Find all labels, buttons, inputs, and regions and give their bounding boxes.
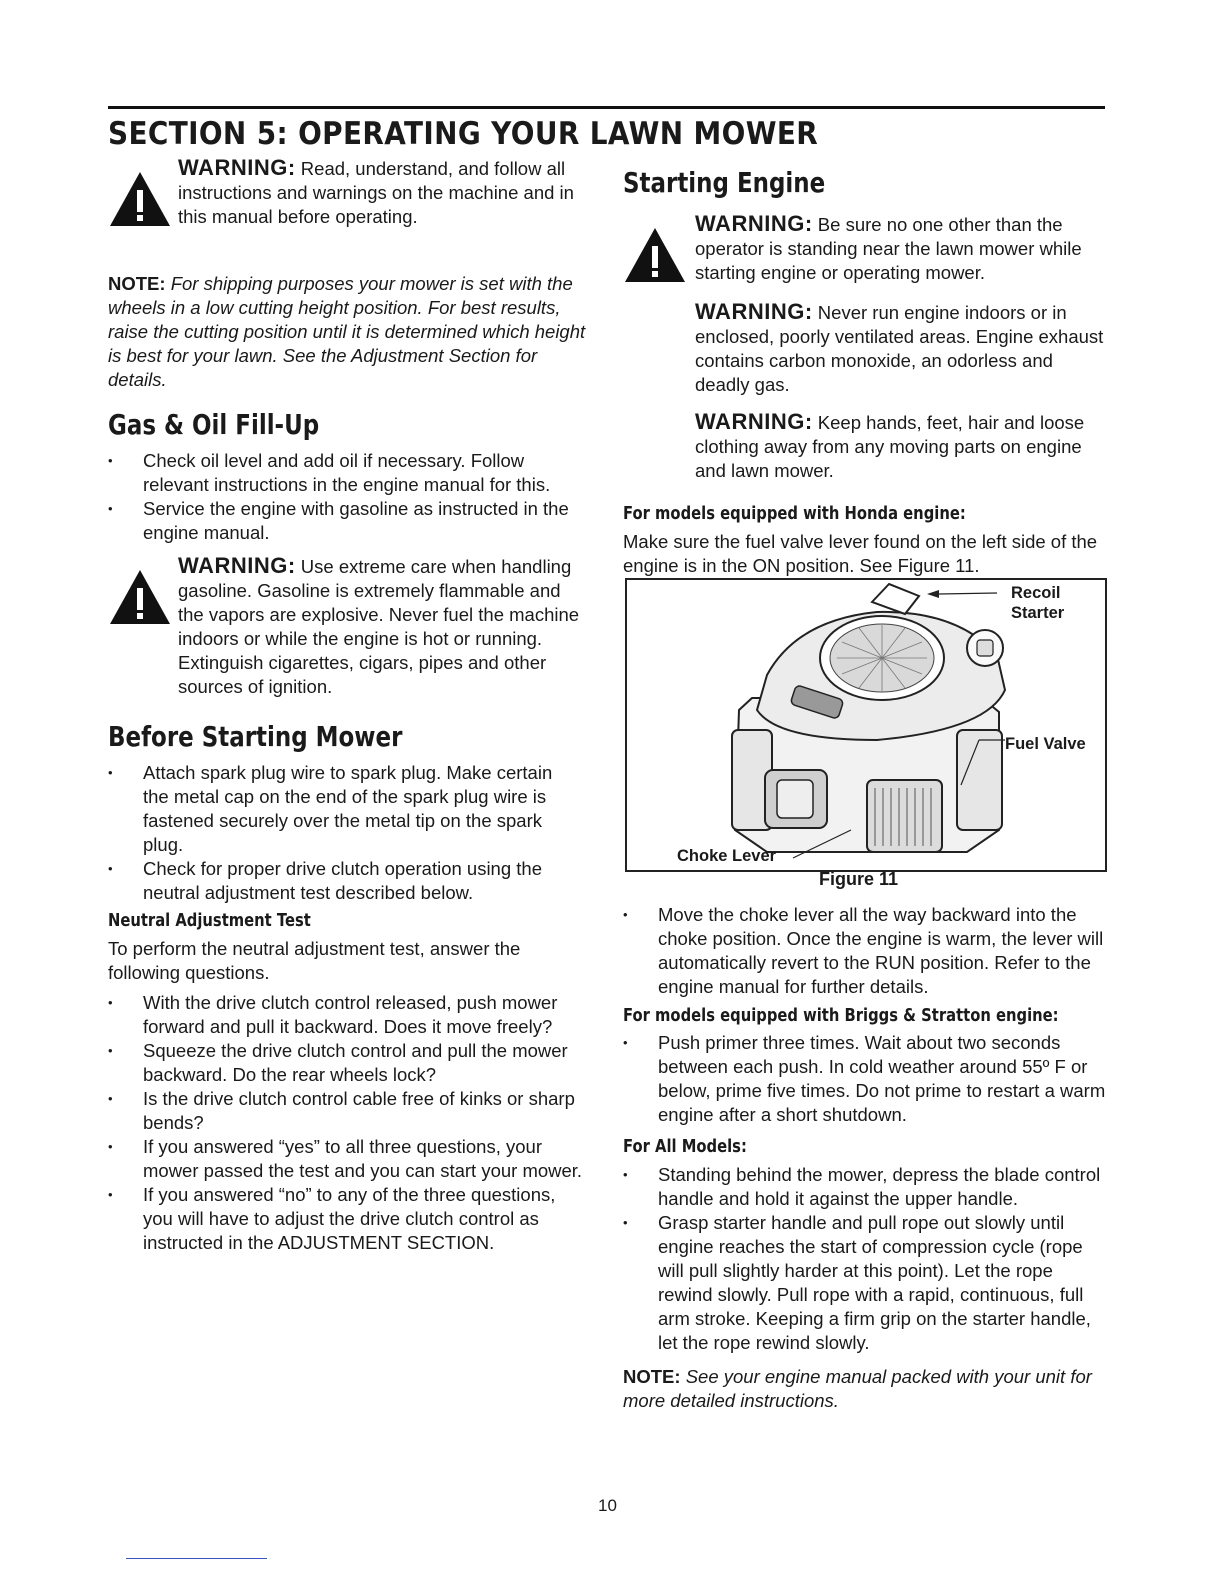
- honda-text: Make sure the fuel valve lever found on the left side of the engine is in the ON position. See Figure 11.: [623, 531, 1098, 576]
- warning-text: Be sure no one other than the operator is standing near the lawn mower while starting engine or operating mower.: [695, 214, 1082, 283]
- warning-triangle-icon: [108, 170, 172, 228]
- note-text: See your engine manual packed with your unit for more detailed instructions.: [623, 1366, 1092, 1411]
- engine-illustration: [627, 580, 1105, 870]
- neutral-test-heading: Neutral Adjustment Test: [108, 910, 311, 931]
- figure-caption: Figure 11: [819, 869, 899, 889]
- list-item: • Check oil level and add oil if necessary. Follow relevant instructions in the engine manual for this.: [108, 449, 583, 497]
- label-recoil-line2: Starter: [1011, 604, 1065, 622]
- list-item: • Attach spark plug wire to spark plug. Make certain the metal cap on the end of the spark plug wire is fastened securely over the metal tip on the spark plug.: [108, 761, 578, 857]
- warning-read-instructions: [108, 156, 593, 246]
- warning-triangle-icon: [108, 568, 172, 626]
- warning-text: Use extreme care when handling gasoline. Gasoline is extremely flammable and the vapors are explosive. Never fuel the machine indoors or while the engine is hot or running. Extinguish cigarettes, cigars, pipes and other sources of ignition.: [178, 556, 580, 697]
- note-label: NOTE:: [108, 273, 166, 294]
- warning-label: WARNING:: [178, 155, 296, 180]
- list-item: • Is the drive clutch control cable free of kinks or sharp bends?: [108, 1087, 588, 1135]
- warning-moving-parts: [695, 410, 1105, 483]
- before-starting-heading: Before Starting Mower: [108, 720, 403, 753]
- label-fuel-valve: Fuel Valve: [1005, 735, 1086, 753]
- all-models-heading: For All Models:: [623, 1136, 747, 1157]
- warning-text: Read, understand, and follow all instructions and warnings on the machine and in this manual before operating.: [178, 158, 574, 227]
- label-choke-lever: Choke Lever: [677, 847, 777, 865]
- briggs-heading: For models equipped with Briggs & Stratton engine:: [623, 1005, 1059, 1026]
- briggs-heading-wrap: [623, 1005, 1154, 1026]
- top-rule: [108, 106, 1105, 109]
- warning-label: WARNING:: [178, 553, 296, 578]
- starting-engine-heading-wrap: [623, 166, 870, 199]
- honda-heading: For models equipped with Honda engine:: [623, 503, 966, 524]
- list-item: • If you answered “yes” to all three questions, your mower passed the test and you can start your mower.: [108, 1135, 588, 1183]
- section-title: SECTION 5: OPERATING YOUR LAWN MOWER: [108, 116, 819, 152]
- warning-text: Keep hands, feet, hair and loose clothing away from any moving parts on engine and lawn mower.: [695, 412, 1085, 481]
- gas-oil-list: [108, 449, 583, 545]
- warning-label: WARNING:: [695, 299, 813, 324]
- warning-label: WARNING:: [695, 409, 813, 434]
- list-item: • Grasp starter handle and pull rope out slowly until engine reaches the start of compression cycle (rope will pull slightly harder at this point). Let the rope rewind slowly. Pull rope with a rapid, continuous, full arm stroke. Keeping a firm grip on the starter handle, let the rope rewind slowly.: [623, 1211, 1107, 1355]
- list-item: • Push primer three times. Wait about two seconds between each push. In cold weather around 55º F or below, prime five times. Do not prime to restart a warm engine after a short shutdown.: [623, 1031, 1107, 1127]
- figure-11-box: [625, 578, 1107, 872]
- briggs-list: [623, 1031, 1107, 1127]
- all-models-heading-wrap: [623, 1136, 774, 1157]
- shipping-note: [108, 272, 593, 392]
- list-item: • If you answered “no” to any of the three questions, you will have to adjust the drive clutch control as instructed in the ADJUSTMENT SECTION.: [108, 1183, 588, 1255]
- honda-heading-wrap: [623, 503, 1041, 524]
- neutral-test-heading-wrap: [108, 910, 355, 931]
- warning-text: Never run engine indoors or in enclosed, poorly ventilated areas. Engine exhaust contains carbon monoxide, an odorless and deadly gas.: [695, 302, 1104, 395]
- starting-engine-heading: Starting Engine: [623, 166, 826, 199]
- choke-list: [623, 903, 1107, 999]
- note-text: For shipping purposes your mower is set with the wheels in a low cutting height position. For best results, raise the cutting position until it is determined which height is best for your lawn. See the Adjustment Section for details.: [108, 273, 586, 390]
- list-item: • Squeeze the drive clutch control and pull the mower backward. Do the rear wheels lock?: [108, 1039, 588, 1087]
- label-recoil-starter: [1011, 583, 1064, 623]
- warning-exhaust: [695, 300, 1105, 397]
- engine-manual-note: [623, 1365, 1107, 1413]
- gas-oil-heading-wrap: [108, 408, 366, 441]
- list-item: • With the drive clutch control released, push mower forward and pull it backward. Does it move freely?: [108, 991, 588, 1039]
- all-models-list: [623, 1163, 1107, 1355]
- neutral-test-list: [108, 991, 588, 1255]
- warning-label: WARNING:: [695, 211, 813, 236]
- list-item: • Standing behind the mower, depress the blade control handle and hold it against the upper handle.: [623, 1163, 1107, 1211]
- note-label: NOTE:: [623, 1366, 681, 1387]
- page-number: 10: [598, 1496, 617, 1515]
- warning-gasoline: [108, 554, 593, 704]
- before-starting-list: [108, 761, 578, 905]
- neutral-test-intro: To perform the neutral adjustment test, answer the following questions.: [108, 938, 521, 983]
- warning-bystanders: [623, 212, 1107, 292]
- footer-line: [126, 1558, 267, 1559]
- list-item: • Move the choke lever all the way backward into the choke position. Once the engine is warm, the lever will automatically revert to the RUN position. Refer to the engine manual for further details.: [623, 903, 1107, 999]
- label-recoil-line1: Recoil: [1011, 584, 1061, 602]
- before-starting-heading-wrap: [108, 720, 467, 753]
- gas-oil-heading: Gas & Oil Fill-Up: [108, 408, 320, 441]
- list-item: • Service the engine with gasoline as instructed in the engine manual.: [108, 497, 583, 545]
- list-item: • Check for proper drive clutch operation using the neutral adjustment test described below.: [108, 857, 578, 905]
- warning-triangle-icon: [623, 226, 687, 284]
